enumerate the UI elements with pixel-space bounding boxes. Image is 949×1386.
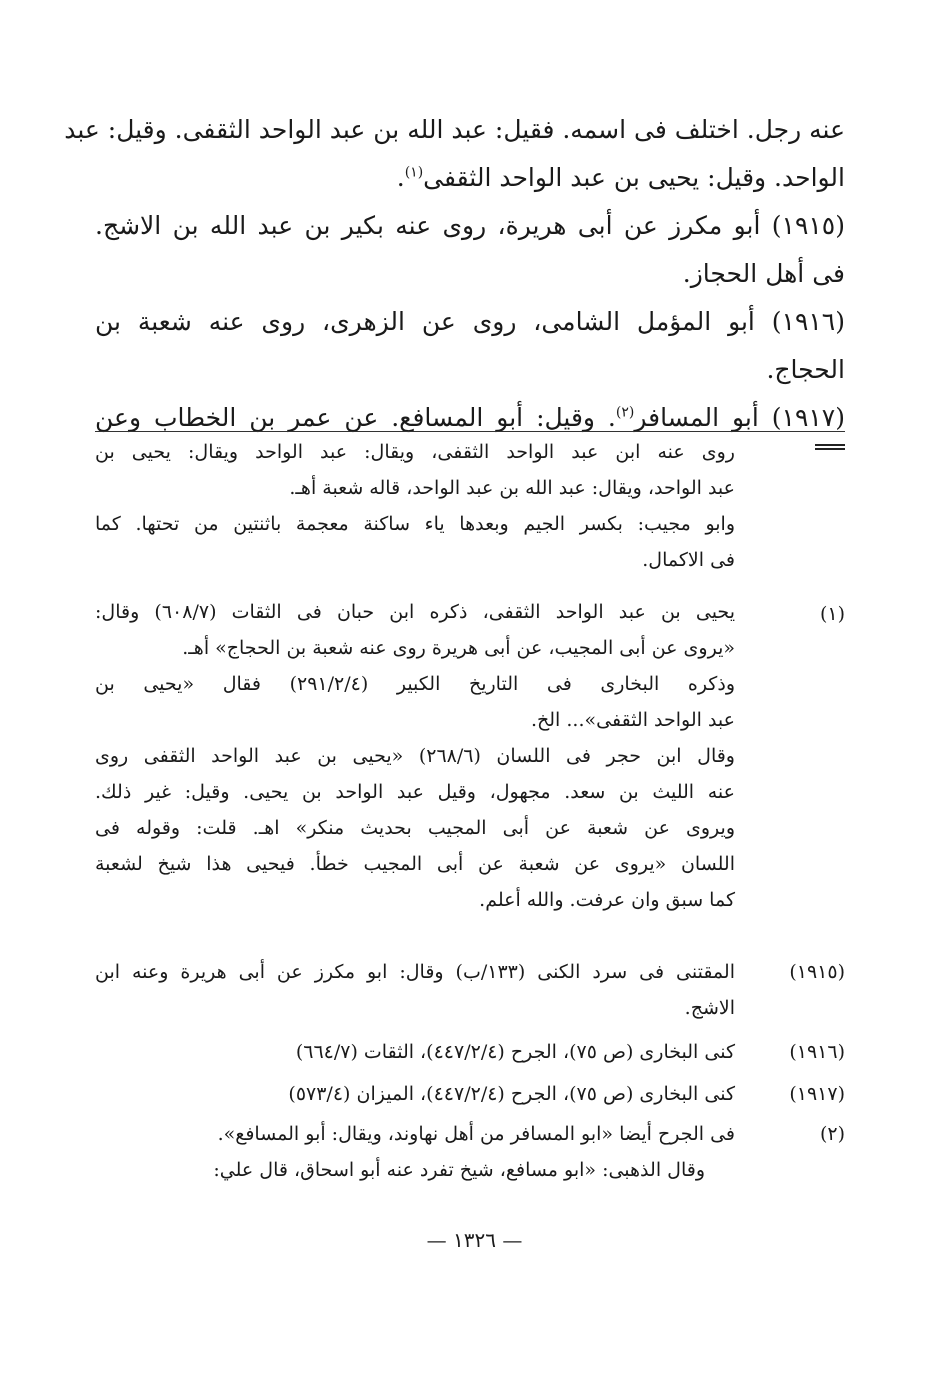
footnote-number: (٢) — [819, 1123, 845, 1145]
main-line: فى أهل الحجاز. — [682, 259, 845, 288]
main-line-text: (١٩١٧) أبو المسافر — [634, 403, 845, 432]
footnote-line: وذكره البخارى فى التاريخ الكبير (٢٩١/٢/٤) فقال «يحيى بن — [95, 673, 735, 695]
footnote-1917 — [140, 1076, 735, 1112]
main-line-text: الواحد. وقيل: يحيى بن عبد الواحد الثقفى — [423, 163, 845, 192]
footnote-line: فى الاكمال. — [642, 549, 735, 571]
footnote-line: وقال الذهبى: «ابو مسافع، شيخ تفرد عنه أبو اسحاق، قال علي: — [213, 1159, 705, 1181]
footnote-ref-1: (١) — [404, 164, 424, 181]
footnote-line: عبد الواحد الثقفى»... الخ. — [530, 709, 735, 731]
footnote-line: عبد الواحد، ويقال: عبد الله بن عبد الواحد، قاله شعبة أهـ. — [289, 477, 735, 499]
main-line: عنه رجل. اختلف فى اسمه. فقيل: عبد الله بن عبد الواحد الثقفى. وقيل: عبد — [64, 115, 845, 144]
main-line: (١٩١٥) أبو مكرز عن أبى هريرة، روى عنه بكير بن عبد الله بن الاشج. — [95, 211, 845, 240]
footnote-line: اللسان «يروى عن شعبة عن أبى المجيب خطأ. فيحيى هذا شيخ لشعبة — [95, 853, 735, 875]
footnote-ref-2: (٢) — [615, 404, 635, 421]
footnote-number: (١٩١٥) — [789, 961, 845, 983]
footnote-1915 — [95, 954, 735, 1026]
main-line-text: . وقيل: أبو المسافع. عن عمر بن الخطاب وعن — [95, 403, 616, 432]
main-line: (١٩١٦) أبو المؤمل الشامى، روى عن الزهرى، روى عنه شعبة بن — [95, 307, 845, 336]
footnote-line: فى الجرح أيضا «ابو المسافر من أهل نهاوند، ويقال: أبو المسافع». — [217, 1123, 735, 1145]
main-text — [64, 106, 845, 442]
footnote-2 — [95, 1116, 735, 1188]
footnote-number: (١٩١٦) — [789, 1041, 845, 1063]
footnote-number: (١٩١٧) — [789, 1083, 845, 1105]
footnote-line: كنى البخارى (ص ٧٥)، الجرح (٤٤٧/٢/٤)، الميزان (٥٧٣/٤) — [288, 1083, 735, 1105]
footnote-1916 — [140, 1034, 735, 1070]
footnote-line: يحيى بن عبد الواحد الثقفى، ذكره ابن حبان فى الثقات (٦٠٨/٧) وقال: — [95, 601, 735, 623]
footnote-number: (١) — [819, 603, 845, 625]
footnote-line: روى عنه ابن عبد الواحد الثقفى، ويقال: عبد الواحد ويقال: يحيى بن — [95, 441, 735, 463]
period: . — [396, 163, 405, 192]
main-line — [95, 154, 845, 202]
footnote-1 — [95, 594, 735, 918]
footnote-line: وابو مجيب: بكسر الجيم وبعدها ياء ساكنة معجمة باثنتين من تحتها. كما — [95, 513, 735, 535]
footnote-separator — [95, 431, 845, 432]
footnote-line: عنه الليث بن سعد. مجهول، وقيل عبد الواحد بن يحيى. وقيل: غير ذلك. — [95, 781, 735, 803]
main-line: الحجاج. — [766, 355, 845, 384]
footnote-line: وقال ابن حجر فى اللسان (٢٦٨/٦) «يحيى بن عبد الواحد الثقفى روى — [95, 745, 735, 767]
footnote-line: «يروى عن أبى المجيب، عن أبى هريرة روى عنه شعبة بن الحجاج» أهـ. — [182, 637, 735, 659]
separator-mark — [815, 444, 845, 450]
footnote-line: الاشج. — [684, 997, 735, 1019]
footnote-continued — [95, 434, 735, 578]
footnote-line: ويروى عن شعبة عن أبى المجيب بحديث منكر» اهـ. قلت: وقوله فى — [95, 817, 735, 839]
footnote-line: المقتنى فى سرد الكنى (١٣٣/ب) وقال: ابو مكرز عن أبى هريرة وعنه ابن — [95, 961, 735, 983]
footnote-line: كما سبق وان عرفت. والله أعلم. — [479, 889, 735, 911]
footnote-line: كنى البخارى (ص ٧٥)، الجرح (٤٤٧/٢/٤)، الثقات (٦٦٤/٧) — [295, 1041, 735, 1063]
page-number: — ١٣٢٦ — — [426, 1228, 523, 1252]
